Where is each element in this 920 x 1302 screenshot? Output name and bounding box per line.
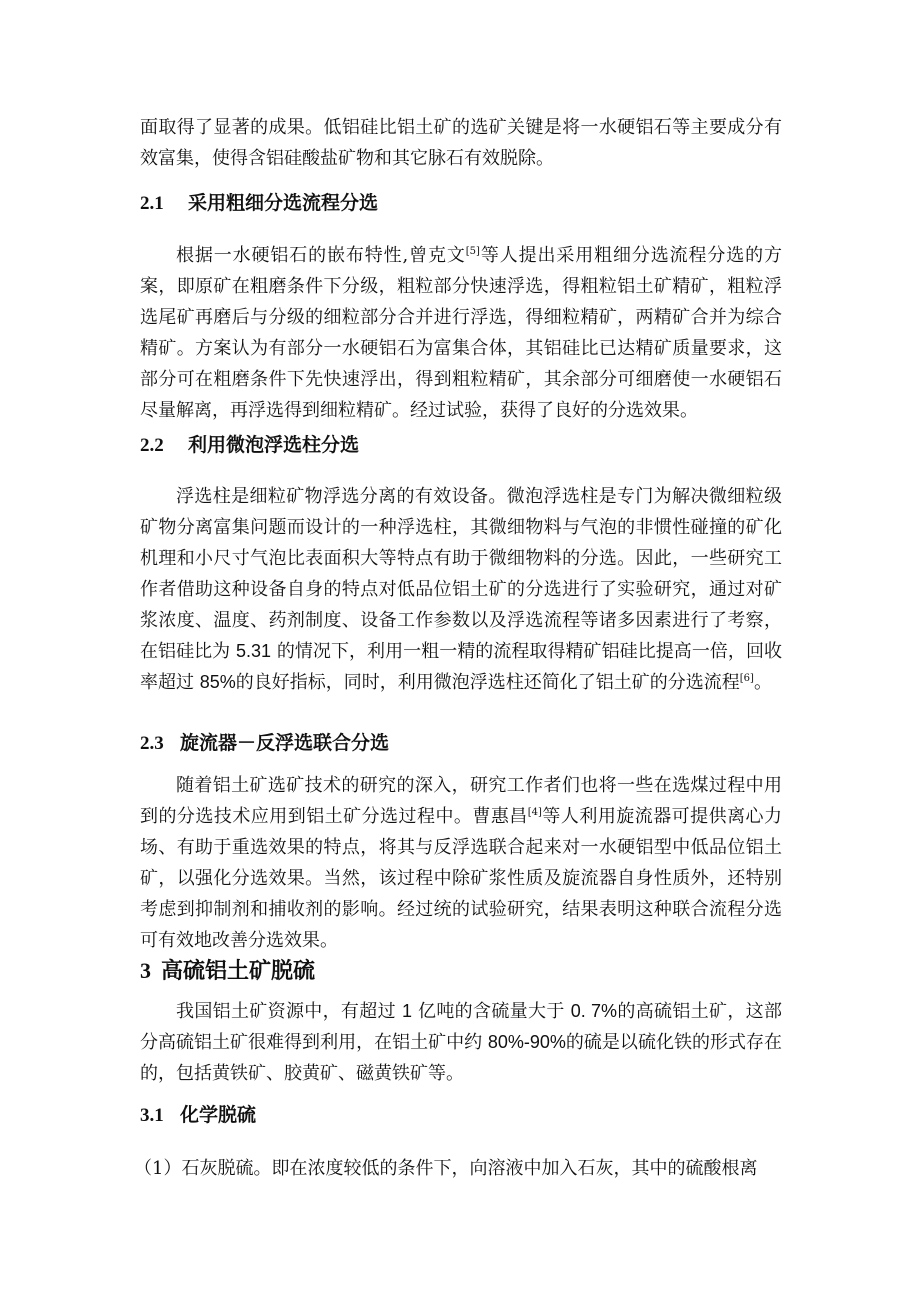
heading-title: 化学脱硫: [180, 1104, 257, 1126]
paragraph-text: 随着铝土矿选矿技术的研究的深入，研究工作者们也将一些在选煤过程中用到的分选技术应用到铝土矿分选过程中。曹惠昌: [140, 775, 782, 827]
list-item-lime-desulfurization: [134, 1153, 784, 1184]
paragraph-text: 等人提出采用粗细分选流程分选的方案，即原矿在粗磨条件下分级，粗粒部分快速浮选，得粗粒铝土矿精矿，粗粒浮选尾矿再磨后与分级的细粒部分合并进行浮选，得细粒精矿，两精矿合并为综合精矿。方案认为有部分一水硬铝石为富集合体，其铝硅比已达精矿质量要求，这部分可在粗磨条件下先快速浮出，得到粗粒精矿，其余部分可细磨使一水硬铝石尽量解离，再浮选得到细粒精矿。经过试验，获得了良好的分选效果。: [140, 245, 782, 421]
list-item-text: 石灰脱硫。即在浓度较低的条件下，向溶液中加入石灰，其中的硫酸根离: [181, 1158, 758, 1179]
paragraph-text: 根据一水硬铝石的嵌布特性,曾克文: [176, 245, 466, 266]
heading-2-1: [140, 190, 378, 217]
paragraph-text: 我国铝土矿资源中，有超过: [176, 1001, 402, 1022]
paragraph-text: 的良好指标，同时，利用微泡浮选柱还简化了铝土矿的分选流程: [235, 672, 740, 693]
paragraph-2-3: [140, 770, 782, 956]
heading-title: 采用粗细分选流程分选: [188, 192, 379, 214]
paragraph-text: 亿吨的含硫量大于: [411, 1001, 571, 1022]
citation-ref: [6]: [739, 673, 754, 684]
heading-number: 3.1: [140, 1105, 164, 1126]
heading-3: [140, 956, 315, 986]
heading-number: 2.3: [140, 733, 164, 754]
paragraph-text: 的高硫铝土矿，这部分高硫铝土矿很难得到利用，在铝土矿中约: [140, 1001, 782, 1053]
paragraph-3: [140, 996, 782, 1089]
value-sulfur-content: 0. 7%: [570, 1001, 618, 1021]
heading-number: 2.1: [140, 193, 164, 214]
intro-text: 面取得了显著的成果。低铝硅比铝土矿的选矿关键是将一水硬铝石等主要成分有效富集，使得含铝硅酸盐矿物和其它脉石有效脱除。: [140, 117, 782, 169]
heading-2-2: [140, 432, 359, 459]
paragraph-text: 浮选柱是细粒矿物浮选分离的有效设备。微泡浮选柱是专门为解决微细粒级矿物分离富集问题而设计的一种浮选柱，其微细物料与气泡的非惯性碰撞的矿化机理和小尺寸气泡比表面积大等特点有助于微细物料的分选。因此，一些研究工作者借助这种设备自身的特点对低品位铝土矿的分选进行了实验研究，通过对矿浆浓度、温度、药剂制度、设备工作参数以及浮选流程等诸多因素进行了考察，在铝硅比为: [140, 486, 782, 662]
paragraph-2-1: [140, 240, 782, 426]
value-recovery: 85%: [199, 672, 236, 692]
citation-ref: [4]: [527, 807, 542, 818]
value-amount: 1: [401, 1001, 412, 1021]
paragraph-text: 。: [753, 672, 772, 693]
heading-number: 2.2: [140, 435, 164, 456]
value-ratio: 5.31: [236, 641, 272, 661]
list-marker: （1）: [134, 1158, 182, 1179]
citation-ref: [5]: [465, 246, 480, 257]
paragraph-2-2: [140, 481, 782, 698]
heading-title: 高硫铝土矿脱硫: [161, 958, 316, 984]
heading-title: 利用微泡浮选柱分选: [188, 434, 360, 456]
paragraph-text: 的硫是以硫化铁的形式存在的，包括黄铁矿、胶黄矿、磁黄铁矿等。: [140, 1032, 782, 1084]
heading-title: 旋流器－反浮选联合分选: [180, 732, 390, 754]
value-percentage-range: 80%-90%: [487, 1032, 566, 1052]
intro-paragraph: [140, 112, 782, 174]
paragraph-text: 等人利用旋流器可提供离心力场、有助于重选效果的特点，将其与反浮选联合起来对一水硬铝型中低品位铝土矿，以强化分选效果。当然，该过程中除矿浆性质及旋流器自身性质外，还特别考虑到抑制剂和捕收剂的影响。经过统的试验研究，结果表明这种联合流程分选可有效地改善分选效果。: [140, 806, 783, 951]
heading-2-3: [140, 730, 389, 757]
heading-3-1: [140, 1102, 256, 1129]
paragraph-text: 的情况下，利用一粗一精的流程取得精矿铝硅比提高一倍，回收率超过: [140, 641, 783, 693]
heading-number: 3: [140, 958, 151, 983]
